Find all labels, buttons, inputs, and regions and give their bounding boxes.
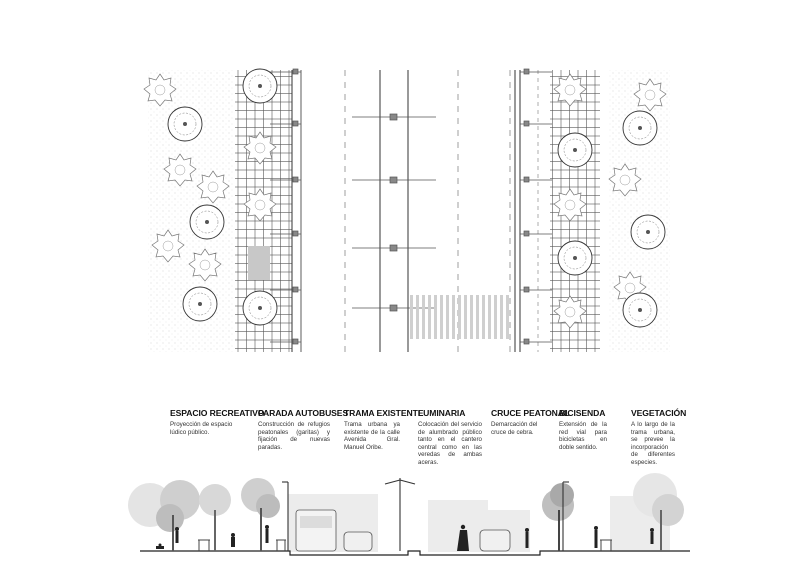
label-title: PARADA AUTOBUSES bbox=[258, 408, 349, 418]
streetlight-icon bbox=[520, 69, 552, 344]
label-text: Trama urbana ya existente de la calle Avenida Gral. Manuel Oribe. bbox=[344, 421, 400, 451]
label-title: BICISENDA bbox=[559, 408, 606, 418]
label-vegetacion bbox=[631, 408, 741, 467]
label-text: Extensión de la red vial para bicicletas en doble sentido. bbox=[559, 421, 607, 451]
label-title: ESPACIO RECREATIVO bbox=[170, 408, 265, 418]
label-text: Demarcación del cruce de cebra. bbox=[491, 421, 538, 436]
streetlight-icon bbox=[352, 114, 436, 311]
bus-stop-shelter bbox=[248, 246, 270, 280]
label-title: CRUCE PEATONAL bbox=[491, 408, 570, 418]
label-title: LUMINARIA bbox=[418, 408, 466, 418]
label-text: Proyección de espacio lúdico público. bbox=[170, 421, 233, 436]
zebra-crossing bbox=[410, 295, 509, 339]
label-title: VEGETACIÓN bbox=[631, 408, 687, 418]
label-text: A lo largo de la trama urbana, se prevee la incorporación de diferentes especies. bbox=[631, 421, 675, 466]
label-title: TRAMA EXISTENTE bbox=[344, 408, 424, 418]
label-text: Colocación del servicio de alumbrado público tanto en el cantero central como en las veredas de ambas aceras. bbox=[418, 421, 482, 466]
label-text: Construcción de refugios peatonales (garitas) y fijación de nuevas paradas. bbox=[258, 421, 330, 451]
